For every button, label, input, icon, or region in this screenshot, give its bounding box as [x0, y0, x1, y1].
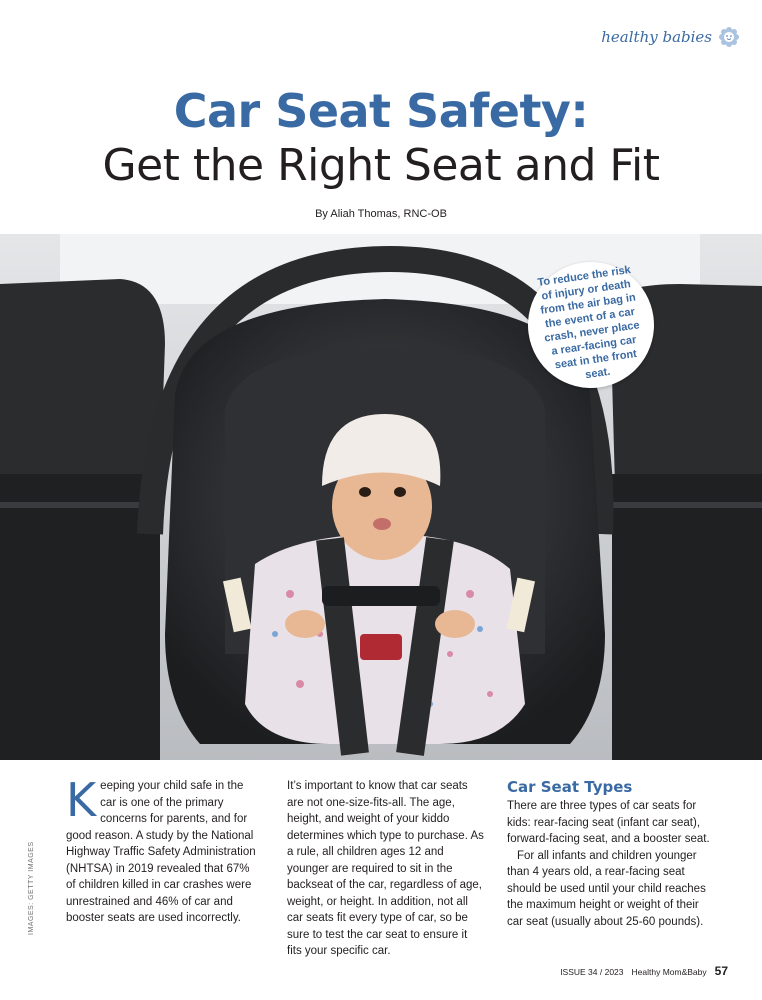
section-tag-label: healthy babies [601, 28, 712, 46]
page-number: 57 [714, 964, 728, 978]
paragraph-4: For all infants and children younger than 4 years old, a rear-facing seat should be used until your child reaches the maximum height or weight of their car seat (usually about 25-60 pounds). [507, 849, 706, 928]
image-credit: IMAGES: GETTY IMAGES [28, 841, 35, 935]
article-column-1 [66, 773, 262, 927]
callout-text: To reduce the risk of injury or death from the air bag in the event of a car crash, never place a rear-facing car seat in the front seat. [536, 263, 641, 382]
drop-cap: K [66, 773, 97, 827]
section-tag [601, 26, 740, 48]
paragraph-3: There are three types of car seats for kids: rear-facing seat (infant car seat), forward-facing seat, and a booster seat. [507, 800, 710, 845]
article-column-3 [507, 778, 717, 930]
page-footer [560, 964, 728, 978]
section-subhead: Car Seat Types [507, 778, 633, 796]
article-title: Car Seat Safety: [173, 84, 589, 138]
flower-icon [718, 26, 740, 48]
article-subtitle: Get the Right Seat and Fit [102, 140, 660, 191]
byline: By Aliah Thomas, RNC-OB [315, 208, 447, 220]
issue-label: ISSUE 34 / 2023 [560, 967, 624, 977]
article-column-2 [287, 778, 484, 960]
magazine-name: Healthy Mom&Baby [631, 967, 707, 977]
paragraph-1: eeping your child safe in the car is one of the primary concerns for parents, and for good reason. A study by the National Highway Traffic Safety Administration (NHTSA) in 2019 revealed that 67% of children killed in car crashes were unrestrained and 46% of car and booster seats are used incorrectly. [66, 780, 256, 924]
paragraph-2-continued: It’s important to know that car seats are not one-size-fits-all. The age, height, and weight of your kiddo determines which type to purchase. As a rule, all children ages 12 and younger are required to sit in the backseat of the car, regardless of age, weight, or height. In addition, not all car seats fit every type of car, so be sure to test the car seat to ensure it fits your specific car. [287, 780, 484, 957]
intro-paragraph [66, 773, 262, 927]
